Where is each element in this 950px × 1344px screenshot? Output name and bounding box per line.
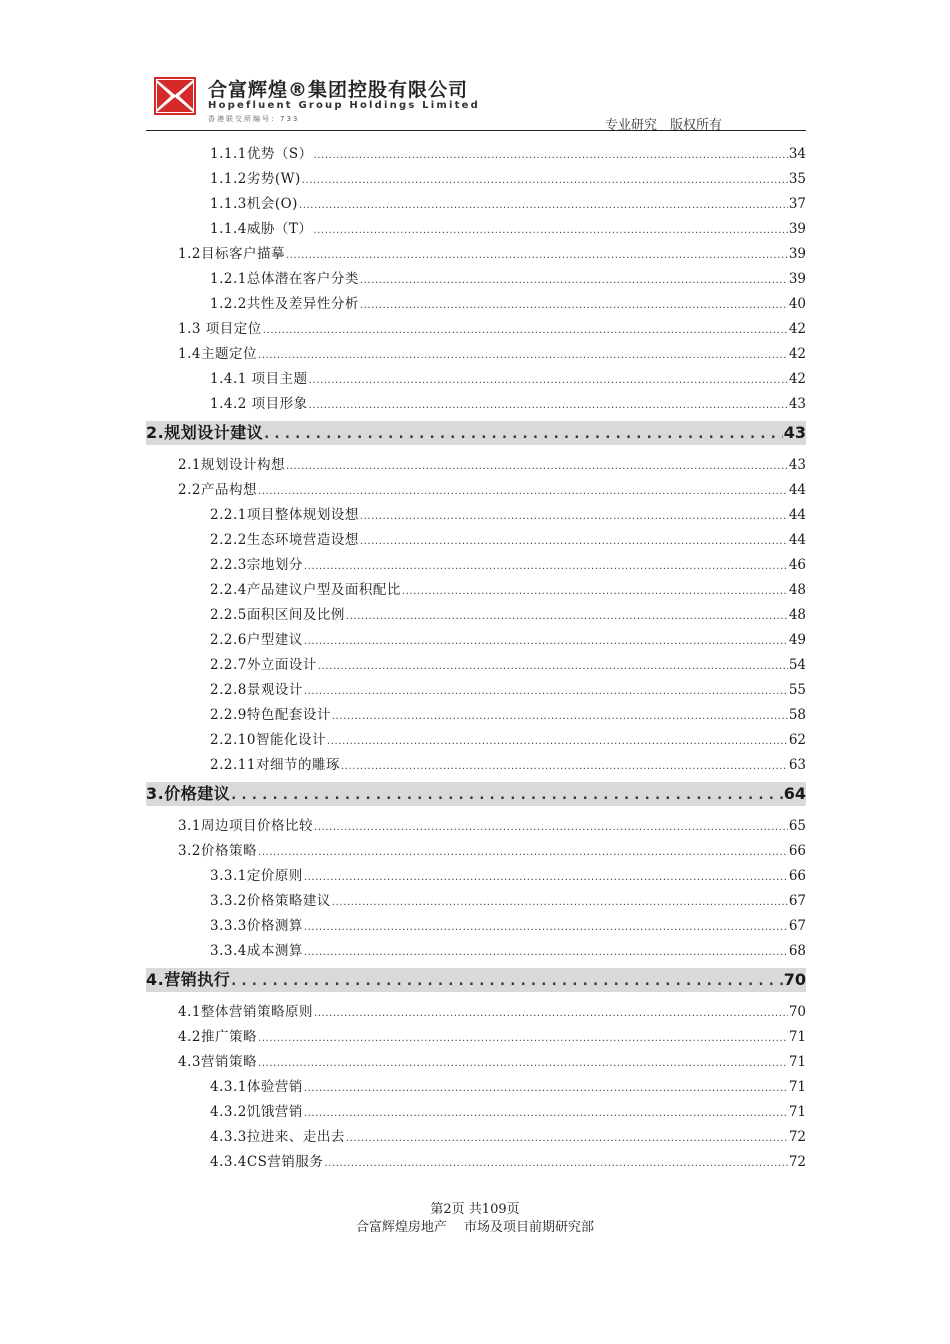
toc-entry-label: 1.2.2共性及差异性分析 [210, 296, 359, 312]
toc-leader [258, 839, 788, 865]
toc-entry[interactable] [146, 1050, 806, 1075]
toc-chapter[interactable] [146, 421, 806, 445]
toc-leader [402, 578, 788, 604]
toc-entry-page: 68 [788, 943, 806, 959]
toc-entry-page: 71 [788, 1054, 806, 1070]
toc-entry-page: 44 [788, 532, 806, 548]
toc-entry-label: 1.1.2劣势(W) [210, 171, 301, 187]
toc-entry-page: 39 [788, 246, 806, 262]
toc-chapter-page: 64 [783, 784, 806, 803]
toc-entry-page: 55 [788, 682, 806, 698]
header-divider [146, 130, 806, 131]
toc-leader [318, 653, 788, 679]
toc-leader [309, 392, 788, 418]
toc-entry-page: 43 [788, 457, 806, 473]
toc-chapter-label: 2.规划设计建议 [146, 423, 264, 442]
toc-entry-label: 3.3.3价格测算 [210, 918, 303, 934]
toc-leader [314, 814, 788, 840]
toc-entry-label: 2.1规划设计构想 [178, 457, 285, 473]
toc-entry[interactable] [146, 142, 806, 167]
toc-leader [332, 703, 788, 729]
toc-entry[interactable] [146, 478, 806, 503]
toc-entry-page: 48 [788, 582, 806, 598]
toc-entry-page: 39 [788, 221, 806, 237]
toc-entry-label: 2.2.5面积区间及比例 [210, 607, 345, 623]
toc-leader [304, 939, 788, 965]
stock-code: 香港联交所编号：733 [208, 115, 300, 123]
toc-entry[interactable] [146, 889, 806, 914]
toc-entry-label: 2.2.4产品建议户型及面积配比 [210, 582, 401, 598]
toc-entry-page: 54 [788, 657, 806, 673]
toc-entry[interactable] [146, 1025, 806, 1050]
toc-entry-page: 66 [788, 868, 806, 884]
toc-leader [304, 678, 788, 704]
toc-leader [286, 453, 788, 479]
header-copyright: 专业研究 版权所有 [604, 118, 722, 133]
toc-entry[interactable] [146, 317, 806, 342]
toc-entry-label: 3.1周边项目价格比较 [178, 818, 313, 834]
toc-entry-label: 2.2.3宗地划分 [210, 557, 303, 573]
toc-entry-label: 1.1.1优势（S） [210, 146, 313, 162]
toc-entry-page: 66 [788, 843, 806, 859]
toc-entry[interactable] [146, 939, 806, 964]
toc-leader [327, 728, 788, 754]
toc-entry-page: 43 [788, 396, 806, 412]
toc-chapter-page: 70 [783, 970, 806, 989]
toc-entry-label: 4.2推广策略 [178, 1029, 257, 1045]
toc-entry-label: 3.2价格策略 [178, 843, 257, 859]
toc-entry-page: 48 [788, 607, 806, 623]
toc-leader [304, 864, 788, 890]
toc-chapter-label: 3.价格建议 [146, 784, 231, 803]
toc-entry-label: 4.3.2饥饿营销 [210, 1104, 303, 1120]
company-name-en: Hopefluent Group Holdings Limited [208, 100, 480, 111]
toc-entry-label: 2.2.2生态环境营造设想 [210, 532, 359, 548]
toc-leader [313, 217, 787, 243]
toc-entry-label: 2.2.6户型建议 [210, 632, 303, 648]
toc-entry[interactable] [146, 1075, 806, 1100]
toc-entry-page: 35 [788, 171, 806, 187]
toc-leader [360, 503, 788, 529]
toc-entry[interactable] [146, 342, 806, 367]
toc-entry[interactable] [146, 528, 806, 553]
toc-entry[interactable] [146, 453, 806, 478]
toc-entry-label: 3.3.4成本测算 [210, 943, 303, 959]
toc-entry-page: 42 [788, 371, 806, 387]
toc-entry[interactable] [146, 703, 806, 728]
toc-chapter-page: 43 [783, 423, 806, 442]
toc-entry-label: 2.2.7外立面设计 [210, 657, 317, 673]
toc-entry-label: 3.3.2价格策略建议 [210, 893, 331, 909]
toc-entry-label: 4.1整体营销策略原则 [178, 1004, 313, 1020]
toc-entry-page: 65 [788, 818, 806, 834]
page-header [146, 72, 806, 132]
toc-leader [346, 1125, 788, 1151]
toc-leader [324, 1150, 787, 1176]
toc-leader [231, 968, 783, 994]
toc-leader [264, 421, 783, 447]
toc-entry[interactable] [146, 914, 806, 939]
toc-entry-page: 58 [788, 707, 806, 723]
toc-entry-label: 1.1.4威胁（T） [210, 221, 313, 237]
toc-entry[interactable] [146, 728, 806, 753]
toc-entry[interactable] [146, 167, 806, 192]
toc-entry[interactable] [146, 1150, 806, 1175]
toc-entry-label: 1.4主题定位 [178, 346, 257, 362]
toc-entry-page: 67 [788, 893, 806, 909]
company-logo [154, 77, 196, 115]
toc-entry-label: 4.3营销策略 [178, 1054, 257, 1070]
toc-entry-label: 1.4.2 项目形象 [210, 396, 308, 412]
toc-entry-label: 2.2.9特色配套设计 [210, 707, 331, 723]
toc-entry[interactable] [146, 553, 806, 578]
toc-chapter[interactable] [146, 782, 806, 806]
toc-entry-label: 2.2.11对细节的雕琢 [210, 757, 340, 773]
toc-leader [258, 1025, 788, 1051]
toc-entry[interactable] [146, 1100, 806, 1125]
toc-entry-page: 71 [788, 1104, 806, 1120]
toc-entry-label: 2.2.1项目整体规划设想 [210, 507, 359, 523]
toc-entry-page: 37 [788, 196, 806, 212]
toc-entry-label: 2.2.8景观设计 [210, 682, 303, 698]
toc-chapter[interactable] [146, 968, 806, 992]
toc-leader [302, 167, 788, 193]
toc-entry-page: 44 [788, 482, 806, 498]
toc-leader [360, 528, 788, 554]
toc-entry-page: 44 [788, 507, 806, 523]
footer-department: 合富辉煌房地产 市场及项目前期研究部 [355, 1220, 595, 1235]
toc-entry-page: 49 [788, 632, 806, 648]
toc-leader [304, 553, 788, 579]
toc-entry[interactable] [146, 678, 806, 703]
company-name-cn: 合富辉煌®集团控股有限公司 [208, 79, 469, 101]
toc-leader [304, 628, 788, 654]
toc-entry[interactable] [146, 503, 806, 528]
toc-entry-page: 70 [788, 1004, 806, 1020]
footer-page-info: 第2页 共109页 [430, 1202, 520, 1217]
toc-entry[interactable] [146, 192, 806, 217]
toc-entry-page: 42 [788, 321, 806, 337]
toc-entry-label: 2.2.10智能化设计 [210, 732, 326, 748]
table-of-contents [146, 142, 806, 1175]
toc-entry[interactable] [146, 653, 806, 678]
toc-entry-page: 39 [788, 271, 806, 287]
toc-entry-page: 72 [788, 1129, 806, 1145]
toc-leader [360, 292, 788, 318]
toc-entry-label: 3.3.1定价原则 [210, 868, 303, 884]
toc-entry-label: 1.3 项目定位 [178, 321, 262, 337]
toc-leader [258, 1050, 788, 1076]
toc-leader [263, 317, 788, 343]
toc-entry-label: 4.3.4CS营销服务 [210, 1154, 324, 1170]
toc-entry-page: 71 [788, 1029, 806, 1045]
toc-leader [314, 1000, 788, 1026]
toc-entry-page: 40 [788, 296, 806, 312]
toc-entry-page: 62 [788, 732, 806, 748]
toc-entry[interactable] [146, 814, 806, 839]
toc-entry-label: 1.1.3机会(O) [210, 196, 298, 212]
toc-entry[interactable] [146, 1125, 806, 1150]
toc-entry-label: 4.3.3拉进来、走出去 [210, 1129, 345, 1145]
toc-entry[interactable] [146, 628, 806, 653]
toc-entry-label: 1.4.1 项目主题 [210, 371, 308, 387]
toc-entry[interactable] [146, 578, 806, 603]
toc-entry-label: 2.2产品构想 [178, 482, 257, 498]
toc-entry[interactable] [146, 367, 806, 392]
toc-entry[interactable] [146, 292, 806, 317]
toc-leader [332, 889, 788, 915]
toc-leader [314, 142, 788, 168]
toc-entry-label: 4.3.1体验营销 [210, 1079, 303, 1095]
toc-entry[interactable] [146, 242, 806, 267]
toc-leader [360, 267, 788, 293]
toc-leader [341, 753, 788, 779]
toc-leader [231, 782, 783, 808]
toc-entry[interactable] [146, 392, 806, 417]
toc-entry-page: 71 [788, 1079, 806, 1095]
toc-chapter-label: 4.营销执行 [146, 970, 231, 989]
toc-leader [309, 367, 788, 393]
toc-entry-label: 1.2.1总体潜在客户分类 [210, 271, 359, 287]
toc-leader [286, 242, 788, 268]
toc-entry-page: 63 [788, 757, 806, 773]
toc-entry[interactable] [146, 864, 806, 889]
toc-leader [304, 1100, 788, 1126]
toc-leader [258, 342, 788, 368]
toc-entry[interactable] [146, 1000, 806, 1025]
toc-entry-page: 46 [788, 557, 806, 573]
toc-entry-page: 72 [788, 1154, 806, 1170]
toc-entry[interactable] [146, 603, 806, 628]
toc-entry-page: 67 [788, 918, 806, 934]
toc-leader [258, 478, 788, 504]
toc-leader [304, 1075, 788, 1101]
toc-entry[interactable] [146, 753, 806, 778]
toc-entry-page: 34 [788, 146, 806, 162]
toc-leader [304, 914, 788, 940]
toc-entry[interactable] [146, 839, 806, 864]
toc-entry[interactable] [146, 267, 806, 292]
toc-entry-label: 1.2目标客户描摹 [178, 246, 285, 262]
toc-leader [299, 192, 788, 218]
toc-entry[interactable] [146, 217, 806, 242]
toc-entry-page: 42 [788, 346, 806, 362]
toc-leader [346, 603, 788, 629]
